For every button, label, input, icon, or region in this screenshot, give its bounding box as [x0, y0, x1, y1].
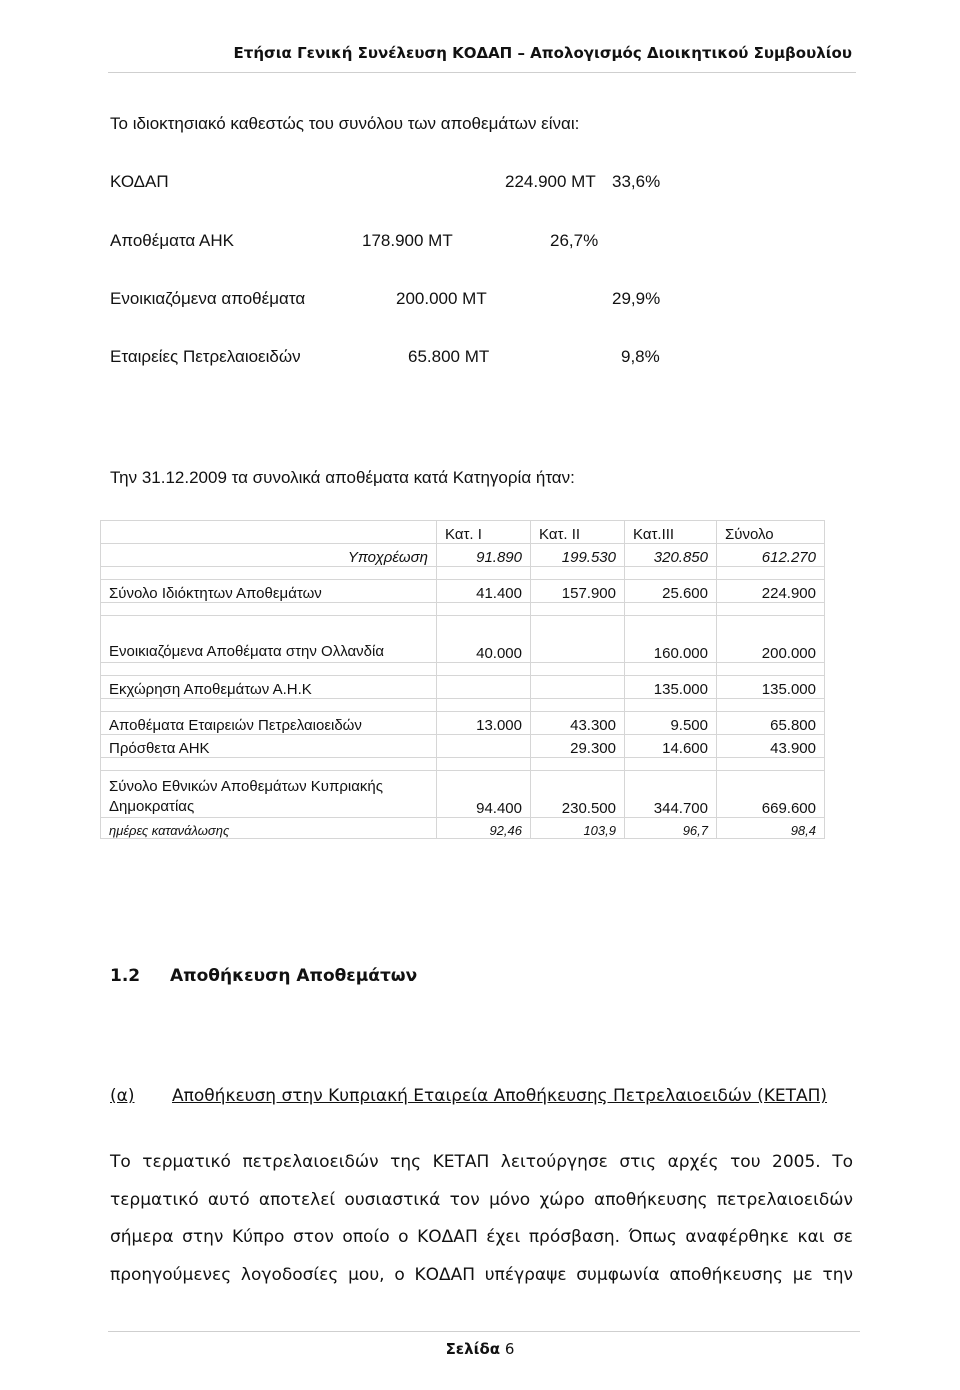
body-paragraph [110, 1144, 853, 1294]
row-label: ημέρες κατανάλωσης [101, 818, 437, 839]
cell: 92,46 [437, 818, 531, 839]
row-label: Ενοικιαζόμενα Αποθέματα στην Ολλανδία [101, 616, 437, 663]
cell: 14.600 [625, 735, 717, 758]
row-label: Σύνολο Ιδιόκτητων Αποθεμάτων [101, 580, 437, 603]
ownership-percent: 9,8% [621, 347, 660, 366]
page-label: Σελίδα [445, 1340, 501, 1358]
row-label: Σύνολο Εθνικών Αποθεμάτων Κυπριακής Δημοκρατίας [101, 771, 437, 818]
header-cell: Κατ. ΙΙ [531, 521, 625, 544]
cell: 98,4 [717, 818, 825, 839]
row-label: Πρόσθετα ΑΗΚ [101, 735, 437, 758]
table-header-row [101, 521, 825, 544]
ownership-row [110, 172, 670, 196]
page-number: 6 [504, 1340, 515, 1358]
cell: 135.000 [717, 676, 825, 699]
cell: 160.000 [625, 616, 717, 663]
section-number: 1.2 [110, 966, 141, 986]
table-row [101, 818, 825, 839]
cell [437, 735, 531, 758]
cell: 344.700 [625, 771, 717, 818]
ownership-amount: 65.800 ΜΤ [408, 347, 490, 366]
ownership-amount: 200.000 ΜΤ [396, 289, 487, 308]
stock-category-table [100, 520, 825, 839]
category-intro: Την 31.12.2009 τα συνολικά αποθέματα κατά Κατηγορία ήταν: [110, 468, 575, 487]
row-label: Αποθέματα Εταιρειών Πετρελαιοειδών [101, 712, 437, 735]
ownership-label: Εταιρείες Πετρελαιοειδών [110, 347, 301, 366]
row-label: Υποχρέωση [101, 544, 437, 567]
cell [437, 676, 531, 699]
subsection-heading [110, 1086, 827, 1106]
cell: 135.000 [625, 676, 717, 699]
ownership-percent: 33,6% [612, 172, 661, 191]
cell: 43.900 [717, 735, 825, 758]
ownership-label: Αποθέματα ΑΗΚ [110, 231, 234, 250]
cell: 157.900 [531, 580, 625, 603]
ownership-percent: 29,9% [612, 289, 661, 308]
header-cell: Σύνολο [717, 521, 825, 544]
subsection-title: Αποθήκευση στην Κυπριακή Εταιρεία Αποθήκευσης Πετρελαιοειδών (ΚΕΤΑΠ) [172, 1086, 828, 1106]
ownership-row [110, 231, 670, 255]
cell: 41.400 [437, 580, 531, 603]
ownership-intro: Το ιδιοκτησιακό καθεστώς του συνόλου των αποθεμάτων είναι: [110, 114, 580, 133]
header-cell: Κατ.ΙΙΙ [625, 521, 717, 544]
cell: 43.300 [531, 712, 625, 735]
table-row [101, 616, 825, 663]
table-row [101, 544, 825, 567]
ownership-row [110, 289, 670, 313]
table-row [101, 735, 825, 758]
table-row [101, 676, 825, 699]
header-divider [108, 72, 856, 73]
cell: 230.500 [531, 771, 625, 818]
paragraph-line: Το τερματικό πετρελαιοειδών της ΚΕΤΑΠ λειτούργησε στις αρχές του 2005. Το [110, 1152, 853, 1172]
cell: 224.900 [717, 580, 825, 603]
cell: 29.300 [531, 735, 625, 758]
cell [531, 616, 625, 663]
ownership-row [110, 347, 670, 371]
cell: 40.000 [437, 616, 531, 663]
cell: 199.530 [531, 544, 625, 567]
section-heading [110, 966, 417, 986]
cell: 103,9 [531, 818, 625, 839]
cell: 200.000 [717, 616, 825, 663]
cell: 612.270 [717, 544, 825, 567]
ownership-percent: 26,7% [550, 231, 599, 250]
cell: 96,7 [625, 818, 717, 839]
page-footer [0, 1340, 960, 1358]
ownership-label: ΚΟΔΑΠ [110, 172, 169, 191]
page-header-title: Ετήσια Γενική Συνέλευση ΚΟΔΑΠ – Απολογισμός Διοικητικού Συμβουλίου [233, 44, 852, 62]
subsection-label: (α) [110, 1086, 135, 1106]
cell: 320.850 [625, 544, 717, 567]
header-cell: Κατ. Ι [437, 521, 531, 544]
cell: 13.000 [437, 712, 531, 735]
table-row [101, 771, 825, 818]
cell: 65.800 [717, 712, 825, 735]
footer-divider [108, 1331, 860, 1332]
paragraph-line: προηγούμενες λογοδοσίες μου, ο ΚΟΔΑΠ υπέγραψε συμφωνία αποθήκευσης με την [110, 1264, 853, 1285]
ownership-amount: 224.900 ΜΤ [505, 172, 596, 191]
ownership-label: Ενοικιαζόμενα αποθέματα [110, 289, 306, 308]
paragraph-line: σήμερα στην Κύπρο στον οποίο ο ΚΟΔΑΠ έχει πρόσβαση. Όπως αναφέρθηκε και σε [110, 1227, 853, 1247]
paragraph-line: τερματικό αυτό αποτελεί ουσιαστικά τον μόνο χώρο αποθήκευσης πετρελαιοειδών [110, 1189, 853, 1210]
cell: 94.400 [437, 771, 531, 818]
cell: 91.890 [437, 544, 531, 567]
cell: 669.600 [717, 771, 825, 818]
section-title: Αποθήκευση Αποθεμάτων [170, 966, 418, 986]
row-label: Εκχώρηση Αποθεμάτων Α.Η.Κ [101, 676, 437, 699]
table-row [101, 580, 825, 603]
cell: 25.600 [625, 580, 717, 603]
table-row [101, 712, 825, 735]
cell [531, 676, 625, 699]
cell: 9.500 [625, 712, 717, 735]
ownership-amount: 178.900 ΜΤ [362, 231, 453, 250]
